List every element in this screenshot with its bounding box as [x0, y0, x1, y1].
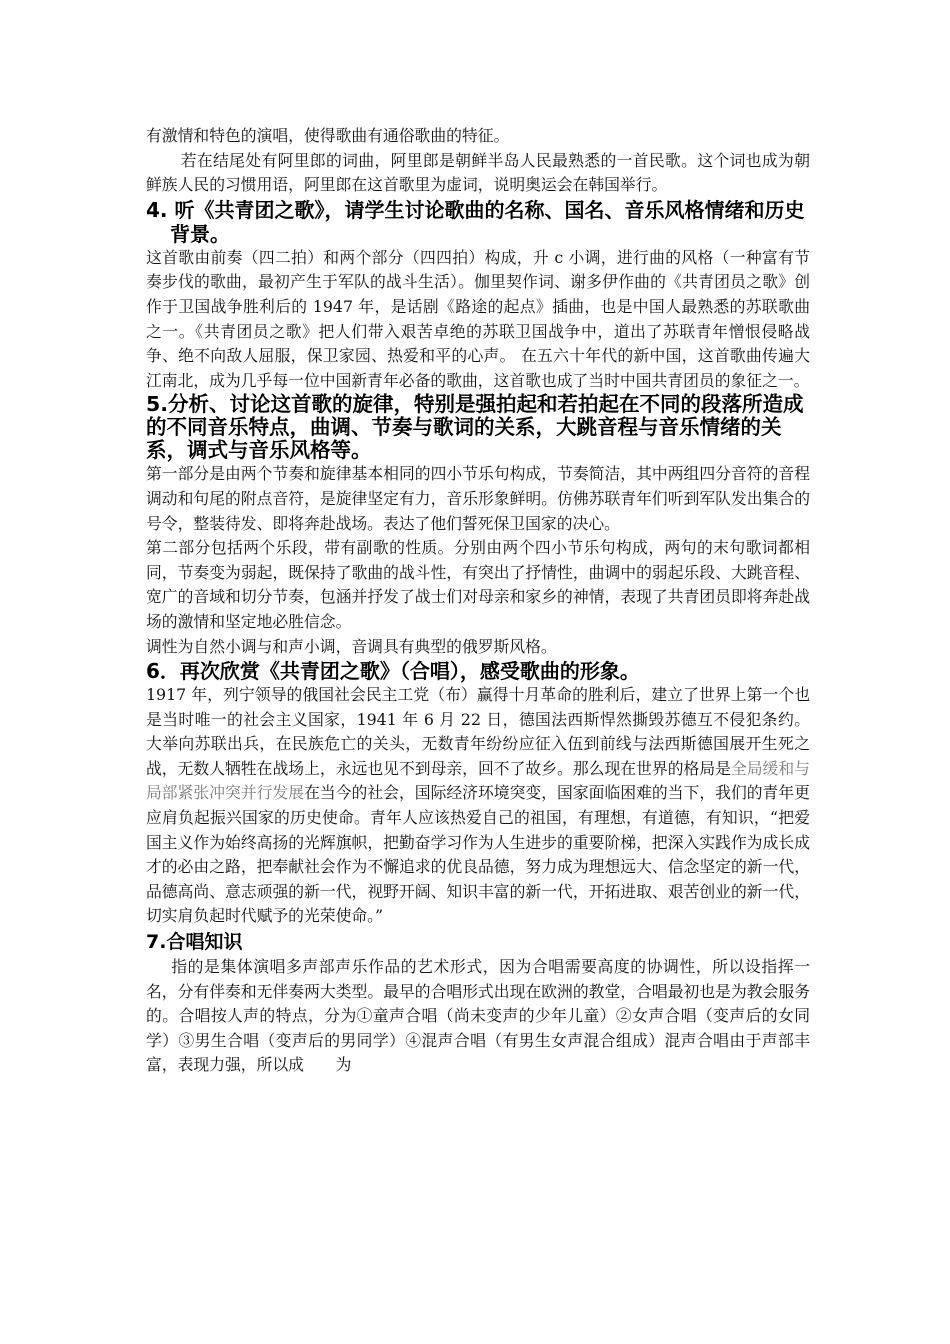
paragraph-arirang: 若在结尾处有阿里郎的词曲，阿里郎是朝鲜半岛人民最熟悉的一首民歌。这个词也成为朝鲜族人民的习惯用语，阿里郎在这首歌里为虚词，说明奥运会在韩国举行。: [146, 150, 810, 195]
heading-section-4: 4. 听《共青团之歌》，请学生讨论歌曲的名称、国名、音乐风格情绪和历史背景。: [146, 197, 805, 246]
paragraph-second-part: 第二部分包括两个乐段，带有副歌的性质。分别由两个四小节乐句构成，两句的末句歌词都相同，节奏变为弱起，既保持了歌曲的战斗性，有突出了抒情性，曲调中的弱起乐段、大跳音程、宽广的音域和切分节奏，包涵并抒发了战士们对母亲和家乡的神情，表现了共青团员即将奔赴战场的激情和坚定地必胜信念。: [146, 538, 810, 631]
paragraph-first-part: 第一部分是由两个节奏和旋律基本相同的四小节乐句构成，节奏简洁，其中两组四分音符的音程调动和句尾的附点音符，是旋律坚定有力，音乐形象鲜明。仿佛苏联青年们听到军队发出集合的号令，整装待发、即将奔赴战场。表达了他们誓死保卫国家的决心。: [146, 464, 810, 533]
paragraph-singing-style: 有激情和特色的演唱，使得歌曲有通俗歌曲的特征。: [146, 126, 510, 145]
document-page: [146, 124, 810, 1078]
heading-section-7: 7.合唱知识: [146, 931, 243, 954]
history-text-end: 在当今的社会，国际经济环境突变，国家面临困难的当下，我们的青年更应肩负起振兴国家的历史使命。青年人应该热爱自己的祖国，有理想，有道德，有知识，“把爱国主义作为始终高扬的光辉旗帜，把勤奋学习作为人生进步的重要阶梯，把深入实践作为成长成才的必由之路，把奉献社会作为不懈追求的优良品德，努力成为理想远大、信念坚定的新一代，品德高尚、意志顽强的新一代，视野开阔、知识丰富的新一代，开拓进取、艰苦创业的新一代，切实肩负起时代赋予的光荣使命。”: [146, 783, 810, 926]
paragraph-song-background: 这首歌由前奏（四二拍）和两个部分（四四拍）构成，升 c 小调，进行曲的风格（一种富有节奏步伐的歌曲，最初产生于军队的战斗生活）。伽里契作词、谢多伊作曲的《共青团员之歌》创作于卫国战争胜利后的 1947 年，是话剧《路途的起点》插曲，也是中国人最熟悉的苏联歌曲之一。《共青团员之歌》把人们带入艰苦卓绝的苏联卫国战争中，道出了苏联青年憎恨侵略战争、绝不向敌人屈服，保卫家园、热爱和平的心声。 在五六十年代的新中国，这首歌曲传遍大江南北，成为几乎每一位中国新青年必备的歌曲，这首歌也成了当时中国共青团员的象征之一。: [146, 247, 810, 390]
heading-section-6: 6．再次欣赏《共青团之歌》（合唱），感受歌曲的形象。: [146, 659, 640, 684]
paragraph-tonality: 调性为自然小调与和声小调，音调具有典型的俄罗斯风格。: [146, 636, 557, 656]
history-text-highlight: 全局缓和与局部紧张冲突并行发展: [146, 758, 810, 803]
heading-section-5: 5.分析、讨论这首歌的旋律，特别是强拍起和若拍起在不同的段落所造成的不同音乐特点，曲调、节奏与歌词的关系，大跳音程与音乐情绪的关系，调式与音乐风格等。: [146, 392, 804, 463]
history-text-start: 1917 年，列宁领导的俄国社会民主工党（布）赢得十月革命的胜利后，建立了世界上第一个也是当时唯一的社会主义国家，1941 年 6 月 22 日，德国法西斯悍然撕毁苏德互不侵犯条约。大举向苏联出兵，在民族危亡的关头，无数青年纷纷应征入伍到前线与法西斯德国展开生死之战，无数人牺牲在战场上，永远也见不到母亲，回不了故乡。那么现在世界的格局是: [146, 685, 810, 778]
paragraph-history: [146, 683, 810, 929]
paragraph-chorus-knowledge: 指的是集体演唱多声部声乐作品的艺术形式，因为合唱需要高度的协调性，所以设指挥一名，分有伴奏和无伴奏两大类型。最早的合唱形式出现在欧洲的教堂，合唱最初也是为教会服务的。合唱按人声的特点，分为①童声合唱（尚未变声的少年儿童）②女声合唱（变声后的女同学）③男生合唱（变声后的男同学）④混声合唱（有男生女声混合组成）混声合唱由于声部丰富，表现力强，所以成 为: [146, 957, 810, 1075]
